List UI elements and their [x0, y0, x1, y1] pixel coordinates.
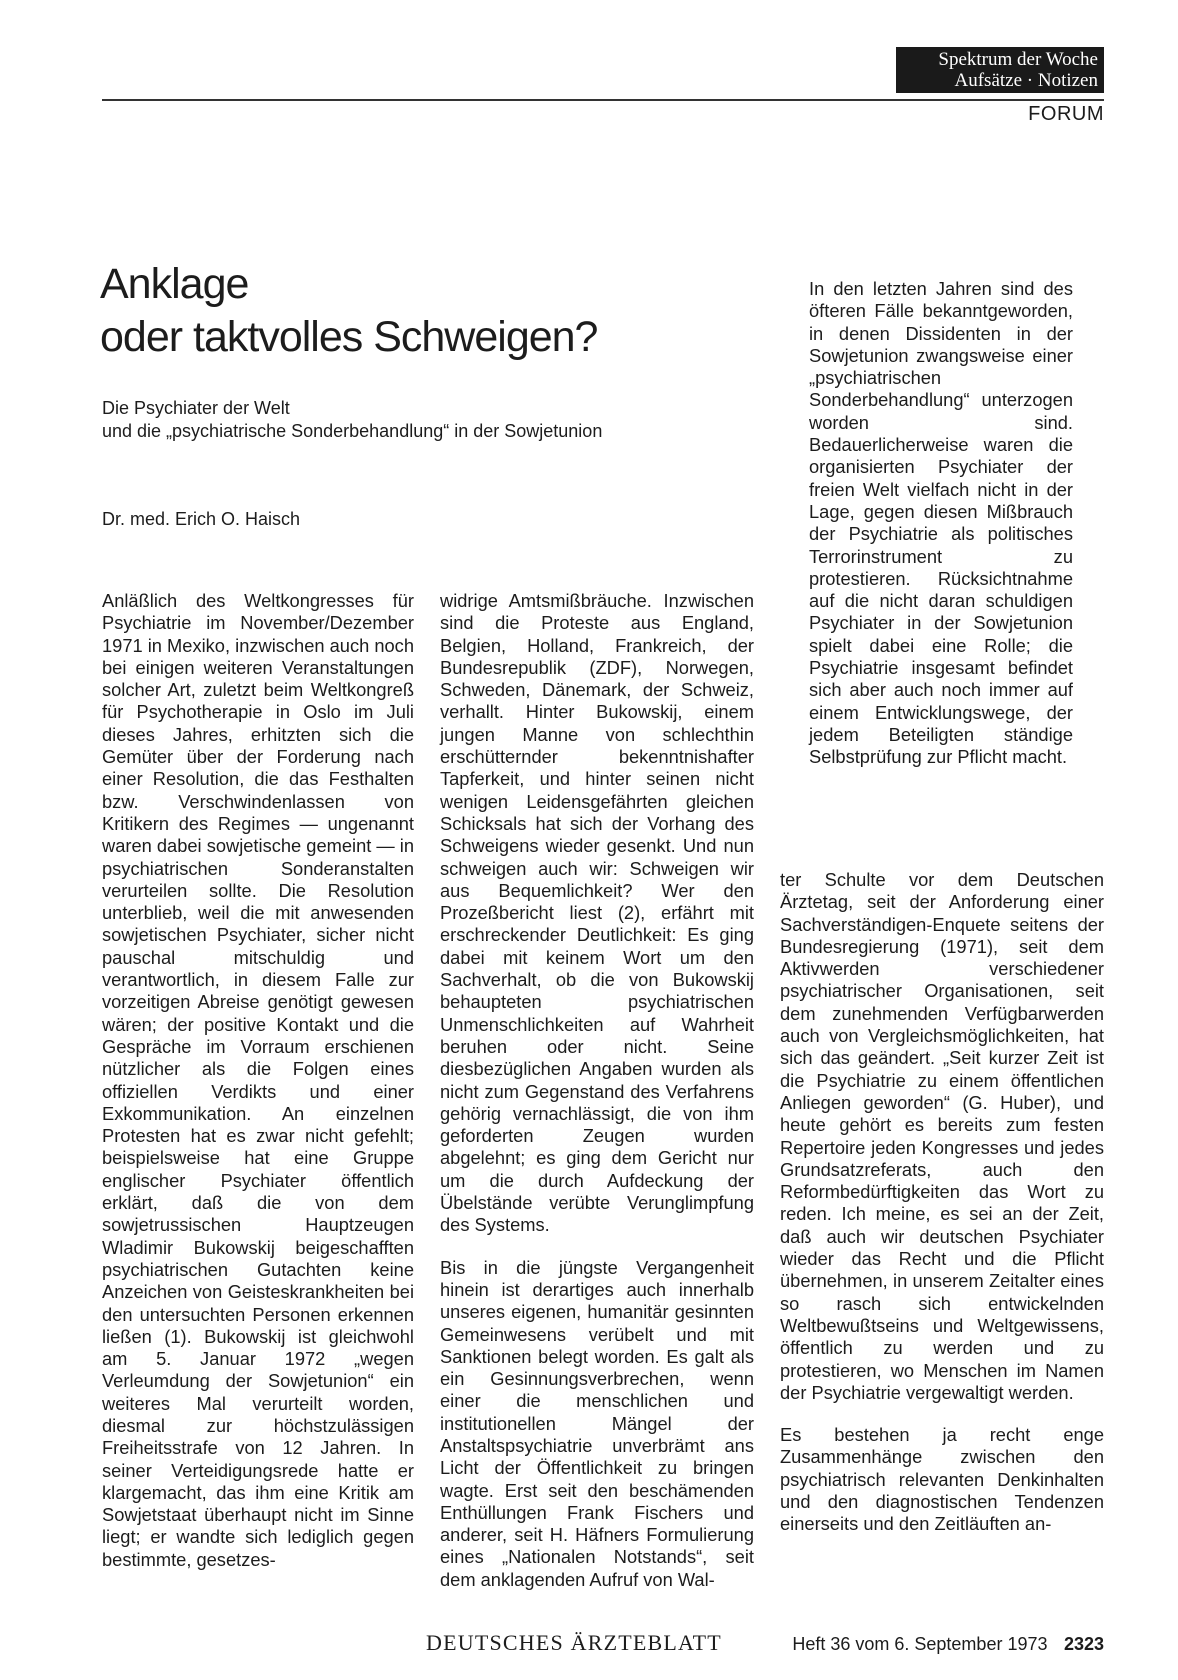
body-paragraph: Es bestehen ja recht enge Zusammenhänge zwischen den psychiatrisch relevanten Denkinhalten und den diagnostischen Tendenzen einerseits und den Zeitläuften an- [780, 1424, 1104, 1535]
body-paragraph: Anläßlich des Weltkongresses für Psychiatrie im November/Dezember 1971 in Mexiko, inzwischen auch noch bei einigen weiteren Veranstaltungen solcher Art, zuletzt beim Weltkongreß für Psychotherapie in Oslo im Juli dieses Jahres, erhitzten sich die Gemüter über der Forderung nach einer Resolution, die das Festhalten bzw. Verschwindenlassen von Kritikern des Regimes — ungenannt waren dabei sowjetische gemeint — in psychiatrischen Sonderanstalten verurteilen sollte. Die Resolution unterblieb, weil die mit anwesenden sowjetischen Psychiater, sicher nicht pauschal mitschuldig und verantwortlich, in diesem Falle zur vorzeitigen Abreise genötigt gewesen wären; der positive Kontakt und die Gespräche im Vorraum erschienen nützlicher als die Folgen eines offiziellen Verdikts und einer Exkommunikation. An einzelnen Protesten hat es zwar nicht gefehlt; beispielsweise hat eine Gruppe englischer Psychiater öffentlich erklärt, daß die von dem sowjetrussischen Hauptzeugen Wladimir Bukowskij beigeschafften psychiatrischen Gutachten keine Anzeichen von Geisteskrankheiten bei den untersuchten Personen erkennen ließen (1). Bukowskij ist gleichwohl am 5. Januar 1972 „wegen Verleumdung der Sowjetunion“ ein weiteres Mal verurteilt worden, diesmal zur höchstzulässigen Freiheitsstrafe von 12 Jahren. In seiner Verteidigungsrede hatte er klargemacht, das ihm eine Kritik am Sowjetstaat überhaupt nicht im Sinne liegt; er wandte sich lediglich gegen bestimmte, gesetzes- [102, 590, 414, 1570]
title-line-2: oder taktvolles Schweigen? [100, 313, 598, 361]
masthead: DEUTSCHES ÄRZTEBLATT [426, 1630, 722, 1655]
body-paragraph: Bis in die jüngste Vergangenheit hinein ist derartiges auch innerhalb unseres eigenen, humanitär gesinnten Gemeinwesens verübelt und mit Sanktionen belegt worden. Es galt als ein Gesinnungsverbrechen, wenn einer die menschlichen und institutionellen Mängel der Anstaltspsychiatrie unverbrämt ans Licht der Öffentlichkeit zu bringen wagte. Erst seit den beschämenden Enthüllungen Frank Fischers und anderer, seit H. Häfners Formulierung eines „Nationalen Notstands“, seit dem anklagenden Aufruf von Wal- [440, 1256, 754, 1590]
subtitle-line-1: Die Psychiater der Welt [102, 398, 290, 418]
author-byline: Dr. med. Erich O. Haisch [102, 509, 301, 529]
section-label: FORUM [1028, 103, 1104, 125]
page-number: 2323 [1063, 1634, 1104, 1654]
header-rule [102, 99, 1104, 101]
body-paragraph: widrige Amtsmißbräuche. Inzwischen sind die Proteste aus England, Belgien, Holland, Frankreich, der Bundesrepublik (ZDF), Norwegen, Schweden, Dänemark, der Schweiz, verhallt. Hinter Bukowskij, einem jungen Manne von schlechthin erschütternder bekenntnishafter Tapferkeit, und hinter seinen nicht wenigen Leidensgefährten gleichen Schicksals hat sich der Vorhang des Schweigens wieder gesenkt. Und nun schweigen auch wir: Schweigen wir aus Bequemlichkeit? Wer den Prozeßbericht liest (2), erfährt mit erschreckender Deutlichkeit: Es ging dabei mit keinem Wort um den Sachverhalt, ob die von Bukowskij behaupteten psychiatrischen Unmenschlichkeiten auf Wahrheit beruhen oder nicht. Seine diesbezüglichen Angaben wurden als nicht zum Gegenstand des Verfahrens gehörig vernachlässigt, die von ihm geforderten Zeugen wurden abgelehnt; es ging dem Gericht nur um die durch Aufdeckung der Übelstände verübte Verunglimpfung des Systems. [440, 590, 754, 1236]
abstract-column [809, 278, 1073, 769]
body-paragraph: ter Schulte vor dem Deutschen Ärztetag, seit der Anforderung einer Sachverständigen-Enquete seitens der Bundesregierung (1971), seit dem Aktivwerden verschiedener psychiatrischer Organisationen, seit dem zunehmenden Verfügbarwerden auch von Vergleichsmöglichkeiten, hat sich das geändert. „Seit kurzer Zeit ist die Psychiatrie zu einem öffentlichen Anliegen geworden“ (G. Huber), und heute gehört es bereits zum festen Repertoire jeden Kongresses und jedes Grundsatzreferats, auch den Reformbedürftigkeiten das Wort zu reden. Ich meine, es sei an der Zeit, daß auch wir deutschen Psychiater wieder das Recht und die Pflicht übernehmen, in unserem Zeitalter eines so rasch sich entwickelnden Weltbewußtseins und Weltgewissens, öffentlich zu werden und zu protestieren, wo Menschen im Namen der Psychiatrie vergewaltigt werden. [780, 869, 1104, 1403]
body-column-2 [440, 590, 754, 1591]
badge-line-1: Spektrum der Woche [938, 49, 1098, 70]
article-title [100, 258, 720, 364]
body-column-1 [102, 590, 414, 1571]
article-subtitle [102, 397, 722, 443]
subtitle-line-2: und die „psychiatrische Sonderbehandlung“ in der Sowjetunion [102, 421, 603, 441]
section-badge [896, 47, 1104, 93]
page-footer [426, 1630, 1104, 1656]
abstract-paragraph: In den letzten Jahren sind des öfteren Fälle bekanntgeworden, in denen Dissidenten in der Sowjetunion zwangsweise einer „psychiatrischen Sonderbehandlung“ unterzogen worden sind. Bedauerlicherweise waren die organisierten Psychiater der freien Welt vielfach nicht in der Lage, gegen diesen Mißbrauch der Psychiatrie als politisches Terrorinstrument zu protestieren. Rücksichtnahme auf die nicht daran schuldigen Psychiater in der Sowjetunion spielt dabei eine Rolle; die Psychiatrie insgesamt befindet sich aber auch noch immer auf einem Entwicklungswege, der jedem Beteiligten ständige Selbstprüfung zur Pflicht macht. [809, 278, 1073, 768]
body-column-3 [780, 869, 1104, 1536]
issue-info: Heft 36 vom 6. September 1973 [792, 1634, 1048, 1654]
badge-line-2: Aufsätze · Notizen [954, 70, 1098, 91]
title-line-1: Anklage [100, 260, 249, 308]
